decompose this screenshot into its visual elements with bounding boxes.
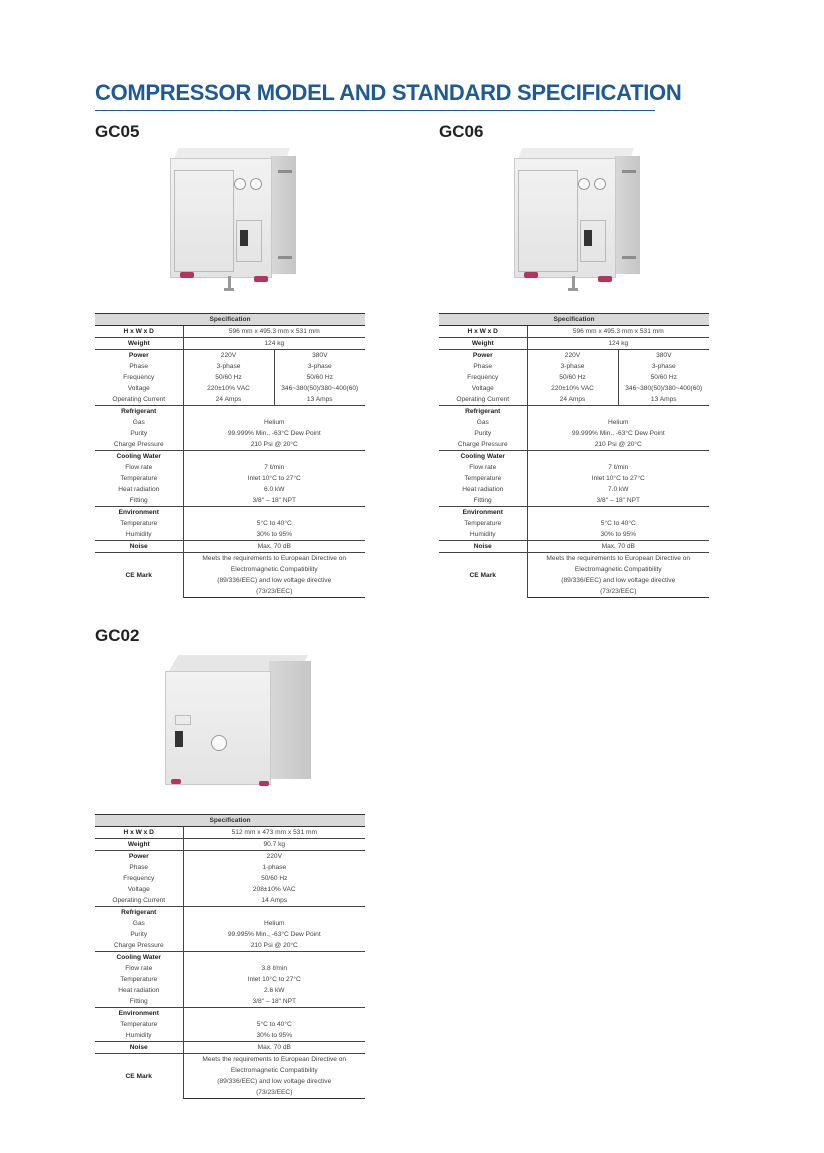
power-row xyxy=(95,383,365,394)
weight-row xyxy=(439,338,709,350)
power-label: Power xyxy=(439,350,527,362)
cooling-water-row xyxy=(95,996,365,1008)
power-value-380v: 346~380(50)/380~400(60) xyxy=(281,385,359,392)
ce-row xyxy=(95,553,365,565)
ce-value-line: Meets the requirements to European Directive on xyxy=(527,553,709,565)
environment-label: Humidity xyxy=(439,529,527,541)
power-row xyxy=(439,361,709,372)
power-row xyxy=(95,862,365,873)
ce-row xyxy=(95,1054,365,1066)
cooling-water-label: Cooling Water xyxy=(95,451,183,463)
power-label: Voltage xyxy=(95,383,183,394)
refrigerant-label: Charge Pressure xyxy=(95,940,183,952)
environment-row xyxy=(95,1030,365,1042)
ce-label: CE Mark xyxy=(439,553,527,598)
power-value-220v: 24 Amps xyxy=(183,394,274,406)
spec-table-gc05 xyxy=(95,313,365,598)
cooling-water-label: Fitting xyxy=(95,996,183,1008)
refrigerant-row xyxy=(95,907,365,919)
power-value-220v: 220V xyxy=(183,350,274,362)
power-row xyxy=(95,884,365,895)
power-row xyxy=(95,873,365,884)
refrigerant-label: Refrigerant xyxy=(95,406,183,418)
environment-row xyxy=(95,529,365,541)
environment-value: 30% to 95% xyxy=(256,531,293,538)
refrigerant-row xyxy=(439,439,709,451)
power-row xyxy=(439,383,709,394)
noise-row xyxy=(95,1042,365,1054)
environment-row xyxy=(95,507,365,519)
weight-value: 124 kg xyxy=(183,338,365,350)
refrigerant-row xyxy=(95,929,365,940)
power-value-380v: 50/60 Hz xyxy=(306,374,333,381)
power-row xyxy=(439,372,709,383)
power-value: 14 Amps xyxy=(261,897,288,904)
ce-value-line: Electromagnetic Compatibility xyxy=(230,566,318,573)
power-value-220v: 220±10% VAC xyxy=(527,383,618,394)
noise-value: Max. 70 dB xyxy=(183,541,365,553)
cooling-water-value: 2.6 kW xyxy=(264,987,285,994)
model-name-gc05: GC05 xyxy=(95,122,140,141)
noise-value: Max. 70 dB xyxy=(183,1042,365,1054)
environment-value xyxy=(183,507,365,519)
environment-label: Humidity xyxy=(95,1030,183,1042)
environment-row xyxy=(95,1008,365,1020)
spec-header: Specification xyxy=(439,314,709,326)
refrigerant-value: 99.999% Min., -63°C Dew Point xyxy=(227,430,321,437)
dimensions-row xyxy=(95,827,365,839)
noise-label: Noise xyxy=(439,541,527,553)
cooling-water-value: Inlet 10°C to 27°C xyxy=(591,475,645,482)
cooling-water-label: Flow rate xyxy=(439,462,527,473)
power-label: Phase xyxy=(95,862,183,873)
power-label: Frequency xyxy=(95,372,183,383)
power-value-380v: 380V xyxy=(618,350,709,362)
model-name-gc02: GC02 xyxy=(95,626,140,645)
title-underline xyxy=(95,110,655,111)
dimensions-value: 512 mm x 473 mm x 531 mm xyxy=(183,827,365,839)
refrigerant-label: Gas xyxy=(95,918,183,929)
cooling-water-value xyxy=(527,451,709,463)
refrigerant-label: Charge Pressure xyxy=(95,439,183,451)
refrigerant-row xyxy=(95,428,365,439)
cooling-water-value: Inlet 10°C to 27°C xyxy=(247,475,301,482)
cooling-water-value: 3/8" – 18" NPT xyxy=(252,497,297,504)
weight-label: Weight xyxy=(95,839,183,851)
environment-value: 30% to 95% xyxy=(600,531,637,538)
refrigerant-row xyxy=(95,940,365,952)
power-value-220v: 220V xyxy=(527,350,618,362)
power-row xyxy=(439,350,709,362)
power-value-220v: 220±10% VAC xyxy=(183,383,274,394)
cooling-water-label: Temperature xyxy=(439,473,527,484)
ce-value-line: Meets the requirements to European Directive on xyxy=(183,553,365,565)
environment-label: Humidity xyxy=(95,529,183,541)
power-label: Voltage xyxy=(95,884,183,895)
environment-label: Temperature xyxy=(95,518,183,529)
power-value-380v: 13 Amps xyxy=(650,396,677,403)
cooling-water-row xyxy=(95,462,365,473)
ce-row xyxy=(439,553,709,565)
power-label: Voltage xyxy=(439,383,527,394)
refrigerant-value: 99.995% Min., -63°C Dew Point xyxy=(227,931,321,938)
environment-value: 5°C to 40°C xyxy=(256,520,292,527)
cooling-water-value: 3/8" – 18" NPT xyxy=(596,497,641,504)
refrigerant-value xyxy=(183,907,365,919)
weight-row xyxy=(95,839,365,851)
weight-value: 90.7 kg xyxy=(183,839,365,851)
environment-value: 5°C to 40°C xyxy=(256,1021,292,1028)
power-value-380v: 380V xyxy=(274,350,365,362)
spec-header: Specification xyxy=(95,815,365,827)
power-value: 1-phase xyxy=(262,864,287,871)
refrigerant-label: Purity xyxy=(95,929,183,940)
power-value-380v: 3-phase xyxy=(651,363,676,370)
ce-value-line: (73/23/EEC) xyxy=(527,586,709,598)
dimensions-row xyxy=(95,326,365,338)
spec-table-gc02 xyxy=(95,814,365,1099)
cooling-water-row xyxy=(95,484,365,495)
cooling-water-value: 3/8" – 18" NPT xyxy=(252,998,297,1005)
cooling-water-row xyxy=(439,495,709,507)
refrigerant-label: Refrigerant xyxy=(95,907,183,919)
ce-value-line: (73/23/EEC) xyxy=(183,1087,365,1099)
ce-value-line: (89/336/EEC) and low voltage directive xyxy=(217,1078,332,1085)
environment-value xyxy=(183,1008,365,1020)
refrigerant-label: Gas xyxy=(95,417,183,428)
cooling-water-label: Flow rate xyxy=(95,462,183,473)
power-value-220v: 50/60 Hz xyxy=(527,372,618,383)
power-value-380v: 13 Amps xyxy=(306,396,333,403)
power-value: 220V xyxy=(183,851,365,863)
ce-label: CE Mark xyxy=(95,553,183,598)
cooling-water-row xyxy=(95,451,365,463)
page-title: COMPRESSOR MODEL AND STANDARD SPECIFICATION xyxy=(95,80,682,105)
noise-value: Max. 70 dB xyxy=(527,541,709,553)
ce-value-line: (89/336/EEC) and low voltage directive xyxy=(561,577,676,584)
cooling-water-row xyxy=(439,484,709,495)
ce-label: CE Mark xyxy=(95,1054,183,1099)
power-row xyxy=(95,851,365,863)
refrigerant-row xyxy=(95,439,365,451)
refrigerant-label: Purity xyxy=(95,428,183,439)
dimensions-value: 596 mm x 495.3 mm x 531 mm xyxy=(183,326,365,338)
cooling-water-row xyxy=(95,952,365,964)
power-value: 208±10% VAC xyxy=(252,886,296,893)
cooling-water-row xyxy=(95,974,365,985)
spec-header: Specification xyxy=(95,314,365,326)
power-label: Power xyxy=(95,350,183,362)
gc02-product-image xyxy=(165,655,315,795)
cooling-water-label: Temperature xyxy=(95,974,183,985)
environment-label: Environment xyxy=(439,507,527,519)
cooling-water-value xyxy=(183,952,365,964)
refrigerant-value: 210 Psi @ 20°C xyxy=(250,441,298,448)
ce-value-line: Electromagnetic Compatibility xyxy=(574,566,662,573)
refrigerant-value: 99.999% Min., -63°C Dew Point xyxy=(571,430,665,437)
noise-row xyxy=(95,541,365,553)
spec-table-gc06 xyxy=(439,313,709,598)
cooling-water-label: Heat radiation xyxy=(95,985,183,996)
refrigerant-label: Charge Pressure xyxy=(439,439,527,451)
cooling-water-value: 7 ℓ/min xyxy=(608,464,629,471)
power-label: Frequency xyxy=(95,873,183,884)
cooling-water-row xyxy=(95,495,365,507)
cooling-water-label: Fitting xyxy=(439,495,527,507)
refrigerant-value: Helium xyxy=(264,920,285,927)
power-label: Phase xyxy=(95,361,183,372)
power-value: 50/60 Hz xyxy=(261,875,288,882)
cooling-water-value: 7 ℓ/min xyxy=(264,464,285,471)
environment-label: Temperature xyxy=(95,1019,183,1030)
refrigerant-row xyxy=(95,406,365,418)
environment-label: Temperature xyxy=(439,518,527,529)
refrigerant-value: 210 Psi @ 20°C xyxy=(250,942,298,949)
refrigerant-label: Refrigerant xyxy=(439,406,527,418)
power-label: Operating Current xyxy=(95,394,183,406)
cooling-water-label: Heat radiation xyxy=(439,484,527,495)
cooling-water-label: Fitting xyxy=(95,495,183,507)
refrigerant-row xyxy=(439,417,709,428)
weight-value: 124 kg xyxy=(527,338,709,350)
cooling-water-row xyxy=(95,985,365,996)
power-row xyxy=(439,394,709,406)
cooling-water-label: Flow rate xyxy=(95,963,183,974)
cooling-water-value: 6.0 kW xyxy=(264,486,285,493)
environment-label: Environment xyxy=(95,1008,183,1020)
environment-row xyxy=(95,1019,365,1030)
refrigerant-value: 210 Psi @ 20°C xyxy=(594,441,642,448)
environment-row xyxy=(439,518,709,529)
environment-label: Environment xyxy=(95,507,183,519)
cooling-water-label: Cooling Water xyxy=(95,952,183,964)
power-value-380v: 346~380(50)/380~400(60) xyxy=(625,385,703,392)
ce-value-line: Meets the requirements to European Directive on xyxy=(183,1054,365,1066)
cooling-water-row xyxy=(95,963,365,974)
dimensions-label: H x W x D xyxy=(95,827,183,839)
refrigerant-row xyxy=(95,417,365,428)
weight-label: Weight xyxy=(439,338,527,350)
dimensions-value: 596 mm x 495.3 mm x 531 mm xyxy=(527,326,709,338)
cooling-water-label: Temperature xyxy=(95,473,183,484)
power-row xyxy=(95,895,365,907)
power-row xyxy=(95,350,365,362)
noise-label: Noise xyxy=(95,1042,183,1054)
refrigerant-row xyxy=(439,406,709,418)
power-row xyxy=(95,394,365,406)
refrigerant-row xyxy=(439,428,709,439)
cooling-water-row xyxy=(439,451,709,463)
cooling-water-value: 7.0 kW xyxy=(608,486,629,493)
power-value-380v: 50/60 Hz xyxy=(650,374,677,381)
cooling-water-value xyxy=(183,451,365,463)
cooling-water-row xyxy=(439,473,709,484)
environment-row xyxy=(439,507,709,519)
refrigerant-value: Helium xyxy=(608,419,629,426)
refrigerant-value xyxy=(527,406,709,418)
power-row xyxy=(95,361,365,372)
power-label: Operating Current xyxy=(439,394,527,406)
power-label: Frequency xyxy=(439,372,527,383)
power-label: Operating Current xyxy=(95,895,183,907)
refrigerant-value xyxy=(183,406,365,418)
cooling-water-row xyxy=(95,473,365,484)
power-row xyxy=(95,372,365,383)
power-value-380v: 3-phase xyxy=(307,363,332,370)
refrigerant-row xyxy=(95,918,365,929)
ce-value-line: (73/23/EEC) xyxy=(183,586,365,598)
cooling-water-label: Cooling Water xyxy=(439,451,527,463)
dimensions-label: H x W x D xyxy=(439,326,527,338)
dimensions-row xyxy=(439,326,709,338)
noise-label: Noise xyxy=(95,541,183,553)
weight-label: Weight xyxy=(95,338,183,350)
gc05-product-image xyxy=(170,148,305,303)
power-value-220v: 50/60 Hz xyxy=(183,372,274,383)
environment-value: 30% to 95% xyxy=(256,1032,293,1039)
environment-value xyxy=(527,507,709,519)
cooling-water-row xyxy=(439,462,709,473)
ce-value-line: (89/336/EEC) and low voltage directive xyxy=(217,577,332,584)
cooling-water-value: Inlet 10°C to 27°C xyxy=(247,976,301,983)
gc06-product-image xyxy=(514,148,649,303)
model-name-gc06: GC06 xyxy=(439,122,484,141)
refrigerant-value: Helium xyxy=(264,419,285,426)
power-label: Phase xyxy=(439,361,527,372)
ce-value-line: Electromagnetic Compatibility xyxy=(230,1067,318,1074)
refrigerant-label: Gas xyxy=(439,417,527,428)
cooling-water-value: 3.8 ℓ/min xyxy=(261,965,288,972)
power-label: Power xyxy=(95,851,183,863)
environment-row xyxy=(439,529,709,541)
cooling-water-label: Heat radiation xyxy=(95,484,183,495)
dimensions-label: H x W x D xyxy=(95,326,183,338)
refrigerant-label: Purity xyxy=(439,428,527,439)
weight-row xyxy=(95,338,365,350)
power-value-220v: 24 Amps xyxy=(527,394,618,406)
power-value-220v: 3-phase xyxy=(527,361,618,372)
noise-row xyxy=(439,541,709,553)
power-value-220v: 3-phase xyxy=(183,361,274,372)
environment-row xyxy=(95,518,365,529)
environment-value: 5°C to 40°C xyxy=(600,520,636,527)
